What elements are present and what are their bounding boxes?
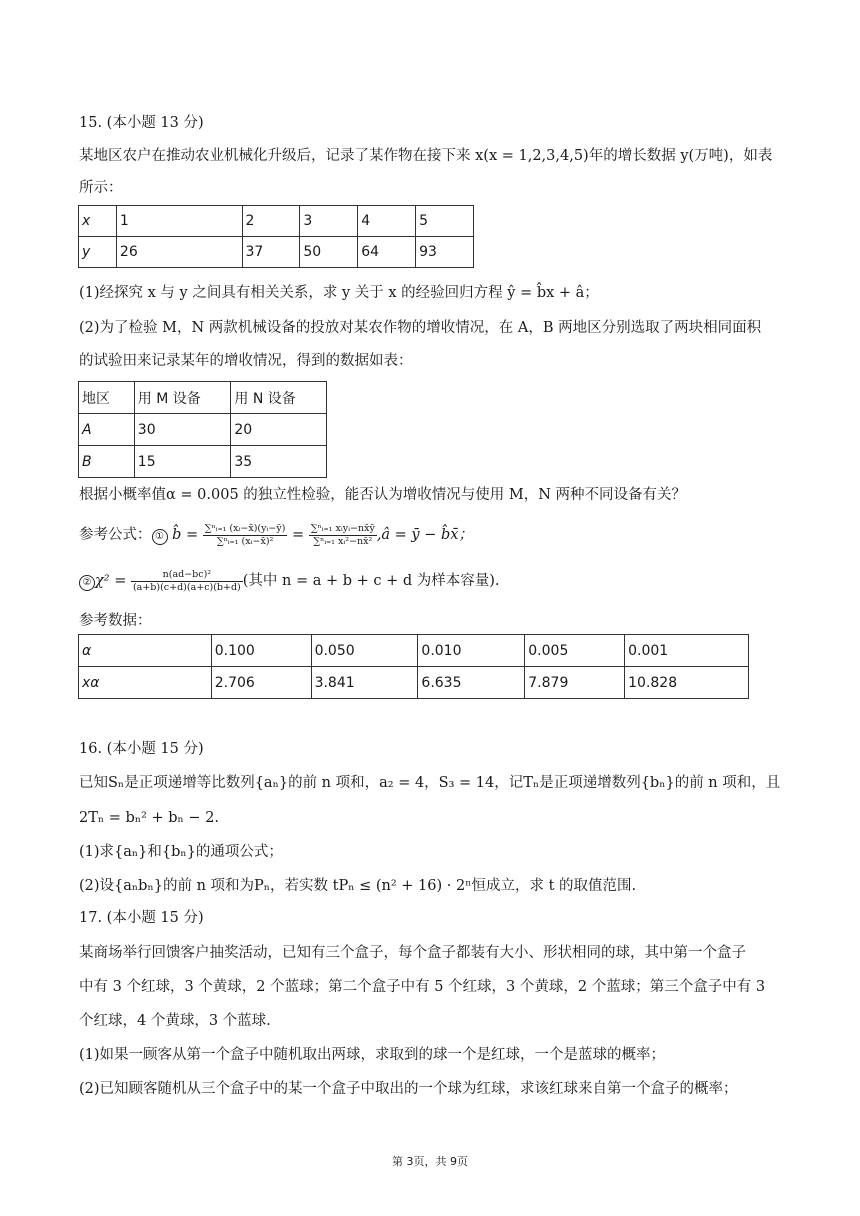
q17-line-1: 某商场举行回馈客户抽奖活动，已知有三个盒子，每个盒子都装有大小、形状相同的球，其中第一个盒子 <box>79 945 746 961</box>
q16-heading: 16. (本小题 15 分) <box>79 741 204 757</box>
fraction-numerator: ∑ⁿᵢ₌₁ xᵢyᵢ−nx̄ȳ <box>310 522 375 534</box>
growth-data-table <box>78 205 474 268</box>
q16-part-1: (1)求{aₙ}和{bₙ}的通项公式； <box>79 844 283 860</box>
table-cell: 10.828 <box>625 667 749 699</box>
table-cell: 2 <box>242 206 300 237</box>
formula-1-fraction-2 <box>309 523 377 548</box>
q15-part-2-line-1: (2)为了检验 M，N 两款机械设备的投放对某农作物的增收情况，在 A，B 两地区分别选取了两块相同面积 <box>79 320 762 336</box>
q15-intro-line-2: 所示： <box>79 180 123 196</box>
table-cell: 20 <box>231 414 327 446</box>
equipment-yield-table <box>78 381 327 478</box>
table-cell: 3 <box>300 206 358 237</box>
critical-value-table <box>78 634 749 699</box>
table-header-cell: 用 M 设备 <box>134 382 231 414</box>
table-cell: 35 <box>231 446 327 478</box>
page-footer: 第 3页，共 9页 <box>392 1155 468 1168</box>
table-cell: 0.010 <box>418 635 525 667</box>
formula-1-tail: ,â = ȳ − b̂x̄； <box>376 527 473 543</box>
q16-line-1: 已知Sₙ是正项递增等比数列{aₙ}的前 n 项和，a₂ = 4，S₃ = 14，记Tₙ是正项递增数列{bₙ}的前 n 项和，且 <box>79 775 781 791</box>
formula-2-lhs: χ² = <box>95 573 127 589</box>
table-cell: 0.005 <box>525 635 625 667</box>
q17-part-2: (2)已知顾客随机从三个盒子中的某一个盒子中取出的一个球为红球，求该红球来自第一个盒子的概率； <box>79 1081 738 1097</box>
fraction-denominator: ∑ⁿᵢ₌₁ (xᵢ−x̄)² <box>216 535 274 547</box>
formula-1-lhs: b̂ = <box>172 527 199 543</box>
q15-heading: 15. (本小题 13 分) <box>79 115 204 131</box>
table-cell: 93 <box>416 237 474 268</box>
formula-1: 参考公式： ① b̂ = $\frac{\text{∑ⁿᵢ₌₁ (xᵢ−x̄)(yᵢ−ȳ)}}{\text{∑ⁿᵢ₌₁ (xᵢ−x̄)²}}$ = $\frac{\text{∑ⁿᵢ₌₁ xᵢyᵢ−nx̄ȳ}}{\text{∑ⁿᵢ₌₁ xᵢ²−nx̄²}}$ ,â = ȳ − b̂x̄； <box>79 522 473 547</box>
table-cell: B <box>79 446 135 478</box>
table-row <box>79 237 474 268</box>
table-cell: 3.841 <box>311 667 418 699</box>
table-cell: 26 <box>116 237 242 268</box>
table-cell: 0.100 <box>211 635 311 667</box>
q15-independence-test: 根据小概率值α = 0.005 的独立性检验，能否认为增收情况与使用 M，N 两种不同设备有关？ <box>79 487 687 503</box>
circled-number-2: ② <box>79 575 95 591</box>
q16-part-2: (2)设{aₙbₙ}的前 n 项和为Pₙ，若实数 tPₙ ≤ (n² + 16) · 2ⁿ恒成立，求 t 的取值范围. <box>79 878 637 894</box>
table-cell: 0.001 <box>625 635 749 667</box>
circled-number-1: ① <box>152 529 168 545</box>
table-row <box>79 635 749 667</box>
q17-heading: 17. (本小题 15 分) <box>79 910 204 926</box>
table-cell: A <box>79 414 135 446</box>
table-header-row <box>79 382 327 414</box>
q15-intro-line-1: 某地区农户在推动农业机械化升级后，记录了某作物在接下来 x(x = 1,2,3,4,5)年的增长数据 y(万吨)，如表 <box>79 148 773 164</box>
table-cell: 15 <box>134 446 231 478</box>
table-cell: 5 <box>416 206 474 237</box>
formula-2 <box>79 566 500 596</box>
table-header-cell: 地区 <box>79 382 135 414</box>
formula-1-fraction-1 <box>203 523 288 548</box>
reference-data-label: 参考数据： <box>79 613 152 629</box>
table-cell: 64 <box>358 237 416 268</box>
q17-line-3: 个红球，4 个黄球，3 个蓝球. <box>79 1013 271 1029</box>
q16-line-2: 2Tₙ = bₙ² + bₙ − 2. <box>79 810 220 826</box>
q15-part-2-line-2: 的试验田来记录某年的增收情况，得到的数据如表： <box>79 353 413 369</box>
table-row <box>79 446 327 478</box>
table-cell: 6.635 <box>418 667 525 699</box>
table-cell: 1 <box>116 206 242 237</box>
table-cell: 0.050 <box>311 635 418 667</box>
table-cell: y <box>79 237 117 268</box>
table-cell: xα <box>79 667 212 699</box>
q17-line-2: 中有 3 个红球，3 个黄球，2 个蓝球；第二个盒子中有 5 个红球，3 个黄球，2 个蓝球；第三个盒子中有 3 <box>79 979 766 995</box>
q15-part-1: (1)经探究 x 与 y 之间具有相关关系，求 y 关于 x 的经验回归方程 ŷ = b̂x + â； <box>79 285 599 301</box>
table-cell: 37 <box>242 237 300 268</box>
fraction-numerator: ∑ⁿᵢ₌₁ (xᵢ−x̄)(yᵢ−ȳ) <box>204 522 286 534</box>
table-row <box>79 414 327 446</box>
q17-part-1: (1)如果一顾客从第一个盒子中随机取出两球，求取到的球一个是红球，一个是蓝球的概率； <box>79 1047 666 1063</box>
formula-2-fraction <box>131 569 243 594</box>
table-cell: 2.706 <box>211 667 311 699</box>
table-cell: 4 <box>358 206 416 237</box>
fraction-denominator: (a+b)(c+d)(a+c)(b+d) <box>132 581 241 593</box>
table-cell: 50 <box>300 237 358 268</box>
table-cell: x <box>79 206 117 237</box>
formula-2-tail: (其中 n = a + b + c + d 为样本容量). <box>242 573 500 589</box>
table-row <box>79 206 474 237</box>
table-header-cell: 用 N 设备 <box>231 382 327 414</box>
fraction-numerator: n(ad−bc)² <box>131 569 243 582</box>
reference-formula-label: 参考公式： <box>79 527 152 543</box>
table-cell: 30 <box>134 414 231 446</box>
table-cell: 7.879 <box>525 667 625 699</box>
table-row <box>79 667 749 699</box>
table-cell: α <box>79 635 212 667</box>
fraction-denominator: ∑ⁿᵢ₌₁ xᵢ²−nx̄² <box>313 535 373 547</box>
